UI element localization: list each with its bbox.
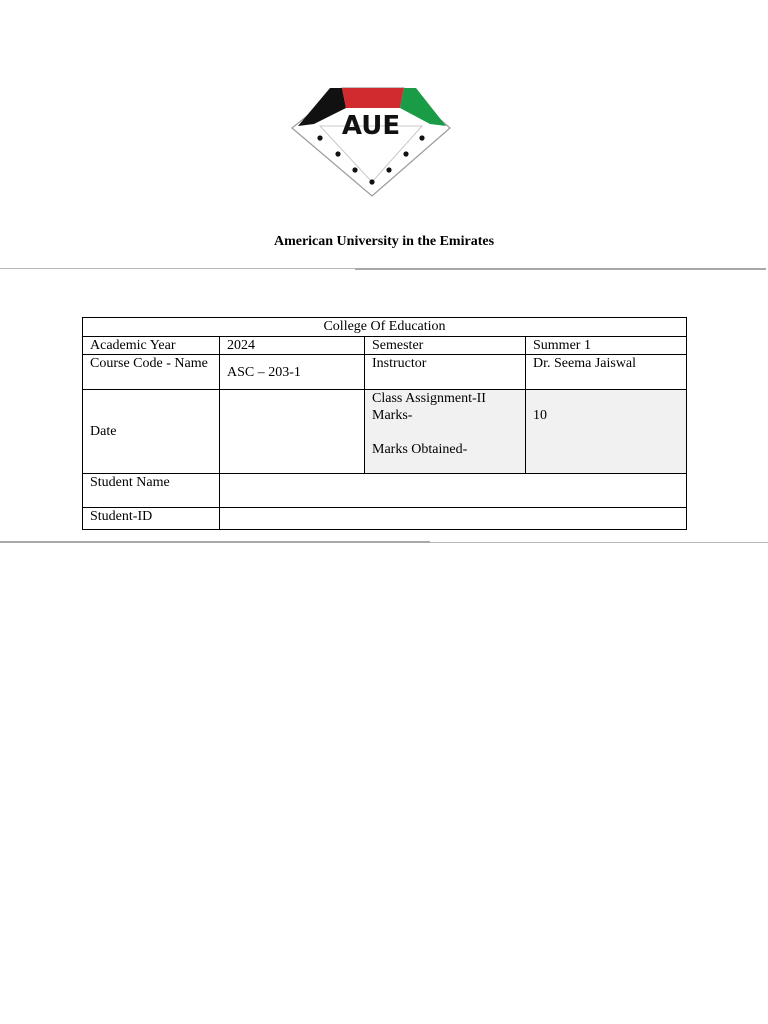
instructor-label: Instructor (365, 355, 526, 390)
course-code-value: ASC – 203-1 (220, 355, 365, 390)
assignment-marks-cell (365, 390, 526, 474)
student-id-label: Student-ID (83, 508, 220, 530)
table-row (83, 508, 687, 530)
semester-label: Semester (365, 337, 526, 355)
table-row (83, 337, 687, 355)
academic-year-label: Academic Year (83, 337, 220, 355)
marks-value: 10 (526, 390, 687, 474)
date-label: Date (83, 390, 220, 474)
divider-bottom (430, 542, 768, 543)
table-row (83, 318, 687, 337)
table-row (83, 390, 687, 474)
date-value (220, 390, 365, 474)
assignment-info-table (82, 317, 687, 530)
divider-bottom-bold (0, 541, 430, 543)
college-name: College Of Education (83, 318, 687, 337)
assignment-label: Class Assignment-II (372, 391, 486, 406)
divider-top-bold (355, 268, 766, 270)
student-name-field[interactable] (220, 474, 687, 508)
marks-obtained-label: Marks Obtained- (372, 442, 468, 457)
university-name: American University in the Emirates (273, 234, 495, 249)
spacer (372, 424, 518, 441)
academic-year-value: 2024 (220, 337, 365, 355)
student-id-field[interactable] (220, 508, 687, 530)
divider-top (0, 268, 355, 269)
marks-label: Marks- (372, 408, 413, 423)
instructor-value: Dr. Seema Jaiswal (526, 355, 687, 390)
course-code-label: Course Code - Name (83, 355, 220, 390)
semester-value: Summer 1 (526, 337, 687, 355)
logo-text: AUE (341, 111, 401, 141)
table-row (83, 355, 687, 390)
table-row (83, 474, 687, 508)
aue-logo (290, 86, 452, 198)
aue-logo-icon (290, 86, 452, 198)
student-name-label: Student Name (83, 474, 220, 508)
